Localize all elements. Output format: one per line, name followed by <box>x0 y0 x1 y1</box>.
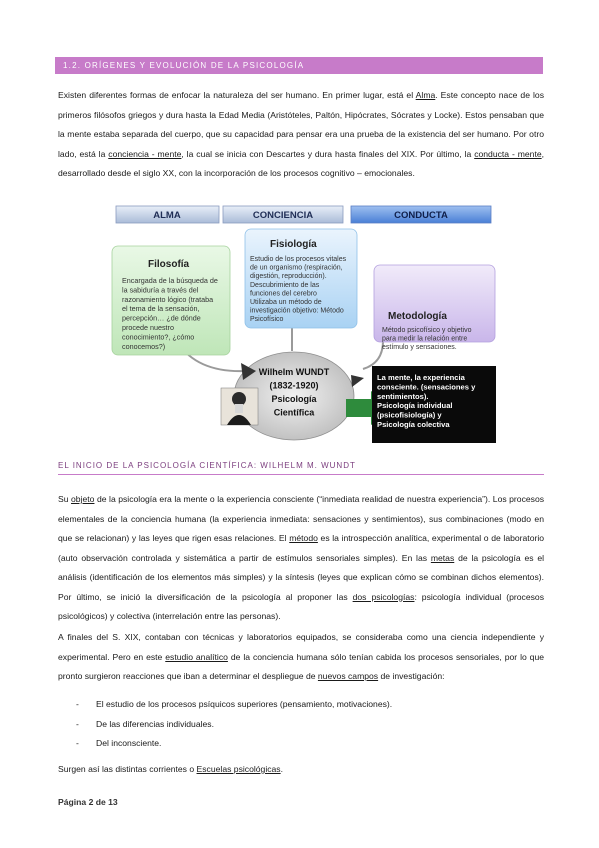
surgen-text-a: Surgen así las distintas corrientes o <box>58 764 195 774</box>
diagram-text-line: procede nuestro <box>122 323 174 332</box>
diagram-text-line: estímulo y sensaciones. <box>382 344 457 352</box>
box-fisiologia <box>245 229 357 328</box>
diagram-text-line: percepción… ¿de dónde <box>122 313 201 323</box>
finales-text-c: de investigación: <box>380 671 445 681</box>
section-heading-wundt: EL INICIO DE LA PSICOLOGÍA CIENTÍFICA: WILHELM M. WUNDT <box>58 461 544 475</box>
box-title: Metodología <box>388 311 447 322</box>
diagram-text-line: La mente, la experiencia <box>377 373 465 382</box>
finales-text-a: A finales del S. XIX, contaban con técnicas y laboratorios equipados, se consideraba como una ciencia independiente y experimental. Pero en este <box>58 632 544 662</box>
arrow-right-icon <box>351 375 364 387</box>
tab-label: CONDUCTA <box>394 210 448 221</box>
surgen-paragraph <box>58 760 544 780</box>
diagram-text-line: Descubrimiento de las <box>250 281 320 289</box>
escuelas-link: Escuelas psicológicas <box>196 764 281 774</box>
diagram-text-line: conocimiento?, ¿cómo <box>122 332 195 342</box>
diagram-text-line: la sabiduría a través del <box>122 285 199 295</box>
objeto-text-a: Su <box>58 494 69 504</box>
metodo-link: método <box>289 533 318 543</box>
diagram-text-line: consciente. (sensaciones y <box>377 382 476 392</box>
conducta-link: conducta - mente <box>474 148 542 159</box>
diagram-text-line: Estudio de los procesos vitales <box>250 256 347 263</box>
diagram-text-line: Psicología <box>271 394 317 404</box>
diagram-text-line: Psicofísico <box>250 316 284 324</box>
intro-text-1: Existen diferentes formas de enfocar la naturaleza del ser humano. En primer lugar, está el <box>58 90 414 100</box>
wundt-portrait <box>221 388 258 425</box>
diagram-text-line: para medir la relación entre <box>382 335 468 343</box>
list-item-text: De las diferencias individuales. <box>96 718 214 729</box>
intro-text-2: . Este concepto nace de los primeros filósofos griegos y dura hasta la Edad Media (Aristóteles, Paltón, Hipócrates, Sócrates y Locke). Estos pensaban que la mente estaba separada del cuerpo, que su capacidad para pensar era una prueba de la existencia del ser humano. Por otro lado, está la <box>58 90 544 159</box>
objeto-text-e: : psicología individual (procesos psicológicos) y colectiva (interrelación entre las personas). <box>58 591 544 621</box>
list-item-text: Del inconsciente. <box>96 738 162 748</box>
tab-alma <box>116 206 219 223</box>
objeto-text-c: es la introspección analítica, experimental o de laboratorio (auto observación controlada y sistemática a partir de estímulos sensoriales simples). En las <box>58 533 545 563</box>
finales-paragraph <box>58 628 544 687</box>
diagram-text-line: de un organismo (respiración, <box>250 264 343 272</box>
diagram-text-line: funciones del cerebro <box>250 290 317 298</box>
section-heading-origenes: 1.2. ORÍGENES Y EVOLUCIÓN DE LA PSICOLOGÍA <box>55 57 543 74</box>
diagram-text-line: Encargada de la búsqueda de <box>122 276 218 285</box>
estudio-analitico-link: estudio analítico <box>165 651 228 662</box>
box-mente <box>372 366 496 443</box>
conciencia-link: conciencia - mente <box>108 148 182 159</box>
diagram-text-line: el tema de la sensación, <box>122 304 200 314</box>
diagram-text-line: (psicofisiología) y <box>377 410 442 420</box>
research-fields-list <box>76 695 392 754</box>
metas-link: metas <box>430 552 455 563</box>
objeto-text-b: de la psicología era la mente o la experiencia consciente (“inmediata realidad de nuestra experiencia”). Los procesos elementales de la conciencia humana (la experiencia inmediata: sensaciones y sentimientos), sus combinaciones (modo en que se relacionan) y las leyes que rigen esas relaciones. El <box>58 494 545 543</box>
diagram-text-line: Psicología individual <box>377 401 453 411</box>
diagram-text-line: Wilhelm WUNDT <box>258 367 330 377</box>
diagram-text-line: digestión, reproducción). <box>250 273 327 281</box>
diagram-text-line: sentimientos). <box>377 391 429 401</box>
intro-paragraph <box>58 86 544 184</box>
intro-text-4: , desarrollado desde el siglo XX, con la incorporación de los procesos cognitivo – emocionales. <box>58 148 545 178</box>
diagram-text-line: (1832-1920) <box>269 380 319 391</box>
diagram-text-line: Científica <box>273 407 315 418</box>
list-item: - De las diferencias individuales. <box>76 718 214 729</box>
tab-label: CONCIENCIA <box>252 210 314 221</box>
objeto-paragraph <box>58 490 544 627</box>
box-title: Fisiología <box>270 239 317 250</box>
intro-text-3: , la cual se inicia con Descartes y dura hasta finales del XIX. Por último, la <box>181 148 472 159</box>
finales-text-b: de la conciencia humana sólo tenían cabida los procesos sensoriales, por lo que pronto surgieron reacciones que iban a determinar el despliegue de <box>58 651 545 681</box>
diagram-text-line: Psicología colectiva <box>377 420 450 429</box>
diagram-text-line: razonamiento lógico (trataba <box>122 294 214 304</box>
diagram-text-line: Método psicofísico y objetivo <box>382 327 472 334</box>
list-item: - Del inconsciente. <box>76 738 162 748</box>
tab-conciencia <box>223 206 343 223</box>
box-filosofia <box>112 246 230 355</box>
nuevos-campos-link: nuevos campos <box>317 671 379 681</box>
box-title: Filosofía <box>148 259 190 270</box>
surgen-text-b: . <box>280 764 283 774</box>
diagram-text-line: Utilizaba un método de <box>250 299 322 306</box>
list-item-text: El estudio de los procesos psíquicos superiores (pensamiento, motivaciones). <box>96 699 393 709</box>
diagram-text-line: investigación objetivo: Método <box>250 307 344 315</box>
objeto-link: objeto <box>71 494 95 504</box>
page-number: Página 2 de 13 <box>58 797 118 807</box>
alma-link: Alma <box>415 90 436 100</box>
dos-psicologias-link: dos psicologías <box>352 591 415 602</box>
objeto-text-d: de la psicología es el análisis (identificación de los elementos más simples) y la síntesis (leyes que explican cómo se combinan dichos elementos). Por último, se inició la diversificación de la psicología al proponer las <box>58 552 545 602</box>
tab-conducta <box>351 206 491 223</box>
diagram-text-line: conocemos?) <box>122 341 166 351</box>
list-item: - El estudio de los procesos psíquicos superiores (pensamiento, motivaciones). <box>76 699 393 709</box>
box-metodologia <box>374 265 495 351</box>
psychology-origins-diagram <box>108 203 501 458</box>
tab-label: ALMA <box>153 210 181 221</box>
